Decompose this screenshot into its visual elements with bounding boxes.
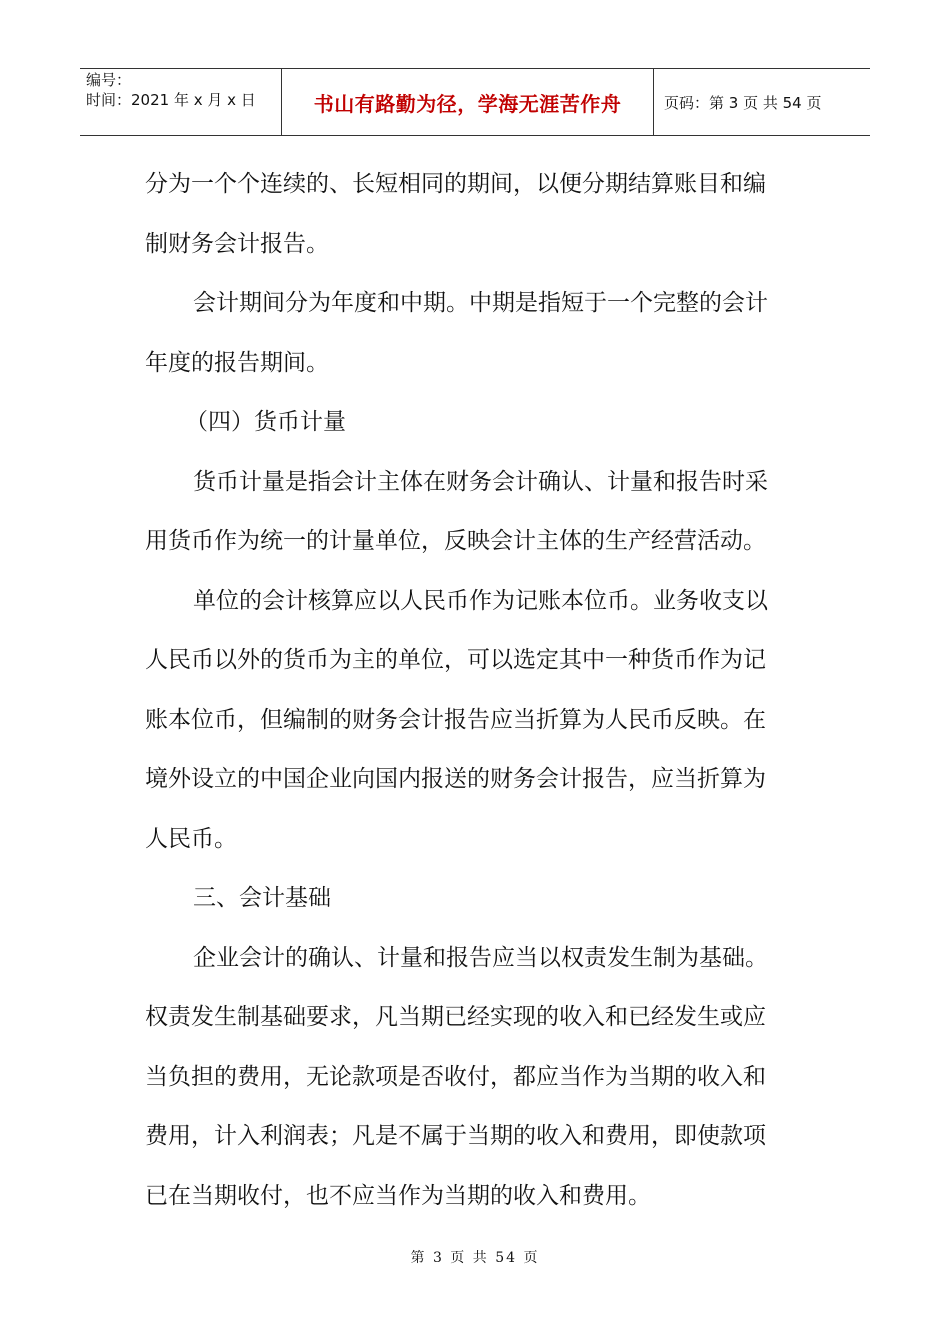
body-line: 境外设立的中国企业向国内报送的财务会计报告，应当折算为	[145, 766, 766, 792]
document-date-label: 时间：2021 年 x 月 x 日	[86, 91, 256, 109]
body-line: 账本位币，但编制的财务会计报告应当折算为人民币反映。在	[145, 706, 766, 733]
body-line: 分为一个个连续的、长短相同的期间，以便分期结算账目和编	[145, 171, 766, 197]
body-line: 费用，计入利润表；凡是不属于当期的收入和费用，即使款项	[145, 1123, 766, 1149]
body-line: 人民币以外的货币为主的单位，可以选定其中一种货币作为记	[145, 647, 766, 673]
document-body	[145, 155, 795, 1226]
body-line: 会计期间分为年度和中期。中期是指短于一个完整的会计	[193, 290, 768, 316]
header-motto-cell	[282, 69, 654, 135]
document-number-label: 编号：	[86, 71, 132, 89]
body-line: 年度的报告期间。	[145, 349, 329, 376]
body-line: 用货币作为统一的计量单位，反映会计主体的生产经营活动。	[145, 528, 766, 554]
body-line: 已在当期收付，也不应当作为当期的收入和费用。	[145, 1182, 651, 1209]
body-line: 当负担的费用，无论款项是否收付，都应当作为当期的收入和	[145, 1063, 766, 1090]
header-page-code: 页码：第 3 页 共 54 页	[664, 93, 822, 112]
header-motto: 书山有路勤为径，学海无涯苦作舟	[313, 91, 622, 116]
page-footer: 第 3 页 共 54 页	[410, 1250, 540, 1266]
body-line: 单位的会计核算应以人民币作为记账本位币。业务收支以	[193, 587, 768, 614]
body-line: 人民币。	[145, 825, 237, 852]
body-line: 制财务会计报告。	[145, 230, 329, 257]
section-heading-accounting-basis: 三、会计基础	[193, 885, 331, 911]
header-meta-cell	[80, 69, 282, 135]
section-heading-currency: （四）货币计量	[185, 409, 346, 435]
body-line: 权责发生制基础要求，凡当期已经实现的收入和已经发生或应	[145, 1004, 766, 1030]
header-page-cell	[654, 69, 870, 135]
document-header	[80, 68, 870, 136]
body-line: 企业会计的确认、计量和报告应当以权责发生制为基础。	[193, 944, 768, 971]
body-line: 货币计量是指会计主体在财务会计确认、计量和报告时采	[193, 468, 768, 495]
